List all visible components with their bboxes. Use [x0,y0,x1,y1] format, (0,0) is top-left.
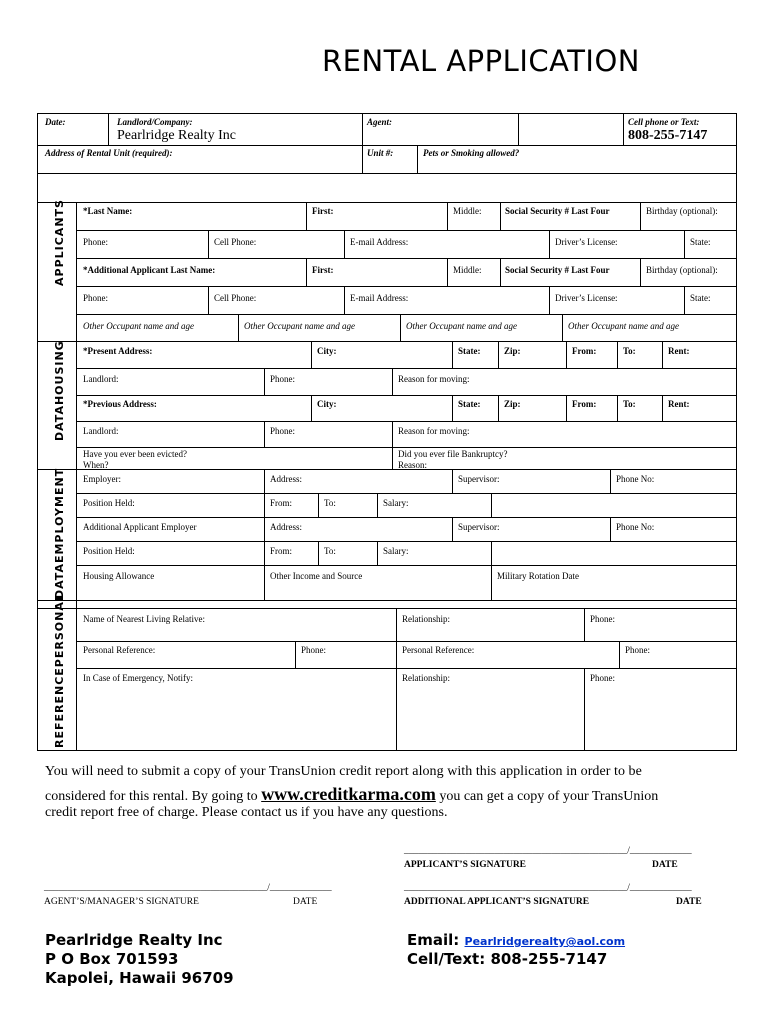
present-from-label: From: [572,346,597,356]
additional-first-name-label: First: [312,265,334,275]
applicant-date-label: DATE [652,860,678,870]
relative-relationship-label: Relationship: [402,614,450,624]
present-zip-label: Zip: [504,346,521,356]
previous-address-label: *Previous Address: [83,399,157,409]
additional-employer-address-label: Address: [270,522,302,532]
additional-license-label: Driver’s License: [555,293,618,303]
notice-line-2: considered for this rental. By going to www.creditkarma.com you can get a copy of your TransUnion [45,784,659,804]
additional-cell-label: Cell Phone: [214,293,257,303]
emergency-label: In Case of Emergency, Notify: [83,673,193,683]
position-from-label: From: [270,498,293,508]
previous-city-label: City: [317,399,337,409]
unit-label: Unit #: [367,148,394,158]
present-landlord-label: Landlord: [83,374,119,384]
section-applicants: APPLICANTS [53,199,66,286]
middle-label: Middle: [453,206,482,216]
present-landlord-phone-label: Phone: [270,374,296,384]
footer-email-row [407,931,625,952]
personal-reference-label-1: Personal Reference: [83,645,156,655]
phone-label: Phone: [83,237,109,247]
agent-date-label: DATE [293,897,318,907]
military-rotation-label: Military Rotation Date [497,571,579,581]
footer-company: Pearlridge Realty Inc [45,931,223,949]
page-title: RENTAL APPLICATION [322,44,640,78]
other-income-label: Other Income and Source [270,571,363,581]
agent-label: Agent: [367,117,393,127]
previous-rent-label: Rent: [668,399,690,409]
last-name-label: *Last Name: [83,206,133,216]
cell-phone-value[interactable]: 808-255-7147 [628,128,708,143]
present-state-label: State: [458,346,481,356]
housing-allowance-label: Housing Allowance [83,571,155,581]
evicted-when-label: When? [83,460,109,470]
pets-smoking-label: Pets or Smoking allowed? [423,148,520,158]
bankruptcy-reason-label: Reason: [398,460,427,470]
additional-employer-label: Additional Applicant Employer [83,522,197,532]
creditkarma-link[interactable]: www.creditkarma.com [261,784,436,804]
additional-birthday-label: Birthday (optional): [646,265,718,275]
occupant-label-1: Other Occupant name and age [83,321,194,331]
present-to-label: To: [623,346,636,356]
additional-position-from-label: From: [270,546,293,556]
occupant-label-4: Other Occupant name and age [568,321,679,331]
additional-supervisor-label: Supervisor: [458,522,500,532]
present-address-label: *Present Address: [83,346,153,356]
relative-label: Name of Nearest Living Relative: [83,614,205,624]
birthday-label: Birthday (optional): [646,206,718,216]
applicant-signature-line[interactable]: _______________________________________________/_____________ [404,846,692,856]
applicant-signature-label: APPLICANT’S SIGNATURE [404,860,527,870]
bankruptcy-label: Did you ever file Bankruptcy? [398,449,508,459]
emergency-phone-label: Phone: [590,673,616,683]
footer-cell-label: Cell/Text: [407,950,486,968]
personal-reference-label-2: Personal Reference: [402,645,475,655]
present-city-label: City: [317,346,337,356]
footer-email-link[interactable]: Pearlridgerealty@aol.com [464,935,626,948]
footer-email-label: Email: [407,931,460,949]
position-label: Position Held: [83,498,135,508]
present-rent-label: Rent: [668,346,690,356]
present-reason-label: Reason for moving: [398,374,470,384]
cell-label: Cell Phone: [214,237,257,247]
position-to-label: To: [324,498,336,508]
supervisor-label: Supervisor: [458,474,500,484]
additional-last-name-label: *Additional Applicant Last Name: [83,265,216,275]
personal-reference-phone-1: Phone: [301,645,327,655]
additional-date-label: DATE [676,897,702,907]
employer-phone-label: Phone No: [616,474,655,484]
section-employment: DATAEMPLOYMENT [53,467,66,599]
rental-address-label: Address of Rental Unit (required): [45,148,173,158]
relative-phone-label: Phone: [590,614,616,624]
section-reference: REFERENCEPERSONAL [53,593,66,748]
date-label: Date: [45,117,66,127]
employer-label: Employer: [83,474,121,484]
employer-address-label: Address: [270,474,302,484]
additional-phone-label: Phone: [83,293,109,303]
footer-city: Kapolei, Hawaii 96709 [45,969,234,987]
additional-state-label: State: [690,293,711,303]
previous-state-label: State: [458,399,481,409]
additional-ssn-label: Social Security # Last Four [505,265,610,275]
notice-line-1: You will need to submit a copy of your TransUnion credit report along with this application in order to be [45,764,642,779]
previous-from-label: From: [572,399,597,409]
license-label: Driver’s License: [555,237,618,247]
additional-salary-label: Salary: [383,546,409,556]
additional-middle-label: Middle: [453,265,482,275]
previous-landlord-phone-label: Phone: [270,426,296,436]
occupant-label-3: Other Occupant name and age [406,321,517,331]
additional-employer-phone-label: Phone No: [616,522,655,532]
agent-signature-label: AGENT’S/MANAGER’S SIGNATURE [44,897,199,907]
footer-pobox: P O Box 701593 [45,950,179,968]
landlord-company-label: Landlord/Company: [117,117,193,127]
emergency-relationship-label: Relationship: [402,673,450,683]
cell-phone-label: Cell phone or Text: [628,117,700,127]
landlord-company-value[interactable]: Pearlridge Realty Inc [117,128,236,143]
occupant-label-2: Other Occupant name and age [244,321,355,331]
first-name-label: First: [312,206,334,216]
personal-reference-phone-2: Phone: [625,645,651,655]
additional-signature-label: ADDITIONAL APPLICANT’S SIGNATURE [404,897,590,907]
previous-zip-label: Zip: [504,399,521,409]
notice-line-3: credit report free of charge. Please contact us if you have any questions. [45,805,448,820]
agent-signature-line[interactable]: _______________________________________________/_____________ [44,883,332,893]
additional-position-to-label: To: [324,546,336,556]
previous-reason-label: Reason for moving: [398,426,470,436]
state-label: State: [690,237,711,247]
footer-cell-row [407,950,607,970]
salary-label: Salary: [383,498,409,508]
previous-landlord-label: Landlord: [83,426,119,436]
footer-cell-value: 808-255-7147 [490,950,608,968]
additional-email-label: E-mail Address: [350,293,409,303]
evicted-label: Have you ever been evicted? [83,449,187,459]
email-label: E-mail Address: [350,237,409,247]
additional-signature-line[interactable]: _______________________________________________/_____________ [404,883,692,893]
additional-position-label: Position Held: [83,546,135,556]
previous-to-label: To: [623,399,636,409]
ssn-label: Social Security # Last Four [505,206,610,216]
section-housing: DATAHOUSING [53,340,66,441]
